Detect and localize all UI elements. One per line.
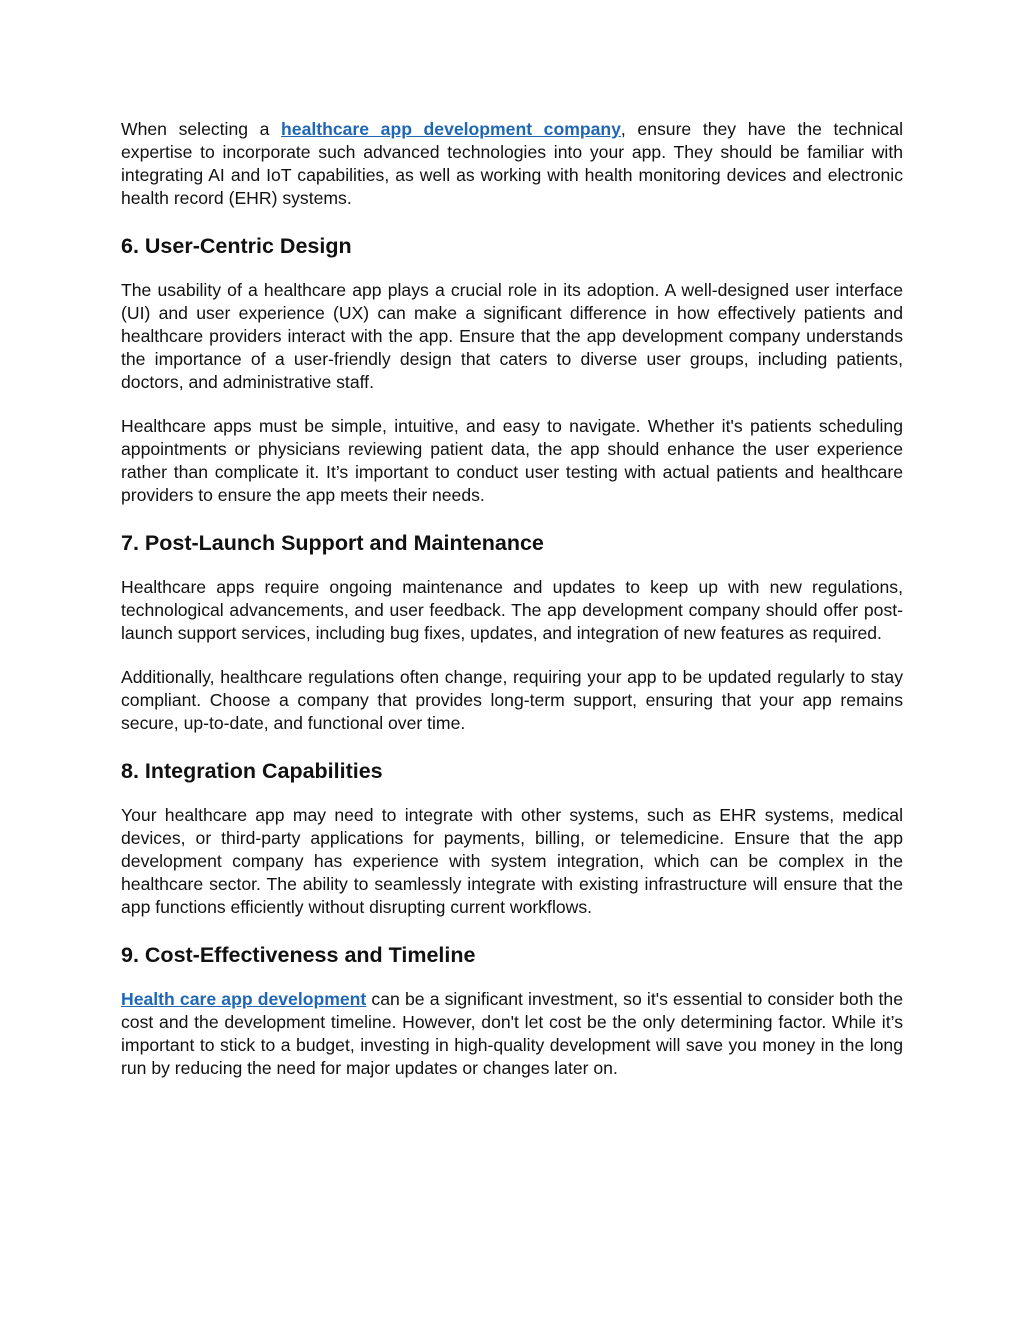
intro-text-before-link: When selecting a (121, 119, 282, 139)
document-page (121, 118, 903, 1101)
user-centric-paragraph-1: The usability of a healthcare app plays a crucial role in its adoption. A well-designed user interface (UI) and user experience (UX) can make a significant difference in how effectively patients and healthcare providers interact with the app. Ensure that the app development company understands the importance of a user-friendly design that caters to diverse user groups, including patients, doctors, and administrative staff. (121, 280, 903, 392)
heading-user-centric-design: 6. User-Centric Design (121, 234, 352, 258)
cost-effectiveness-text-after-link: can be a significant investment, so it's essential to consider both the cost and the development timeline. However, don't let cost be the only determining factor. While it’s important to stick to a budget, investing in high-quality development will save you money in the long run by reducing the need for major updates or changes later on. (121, 989, 903, 1078)
heading-cost-effectiveness: 9. Cost-Effectiveness and Timeline (121, 943, 476, 967)
healthcare-app-development-company-link[interactable]: healthcare app development company (281, 119, 621, 139)
health-care-app-development-link[interactable]: Health care app development (121, 989, 367, 1009)
integration-paragraph-1: Your healthcare app may need to integrate with other systems, such as EHR systems, medical devices, or third-party applications for payments, billing, or telemedicine. Ensure that the app development company has experience with system integration, which can be complex in the healthcare sector. The ability to seamlessly integrate with existing infrastructure will ensure that the app functions efficiently without disrupting current workflows. (121, 805, 903, 917)
heading-integration-capabilities: 8. Integration Capabilities (121, 759, 383, 783)
user-centric-paragraph-2: Healthcare apps must be simple, intuitive, and easy to navigate. Whether it's patients scheduling appointments or physicians reviewing patient data, the app should enhance the user experience rather than complicate it. It’s important to conduct user testing with actual patients and healthcare providers to ensure the app meets their needs. (121, 416, 903, 505)
cost-effectiveness-paragraph (121, 988, 903, 1080)
post-launch-paragraph-1: Healthcare apps require ongoing maintenance and updates to keep up with new regulations, technological advancements, and user feedback. The app development company should offer post-launch support services, including bug fixes, updates, and integration of new features as required. (121, 577, 903, 643)
post-launch-paragraph-2: Additionally, healthcare regulations often change, requiring your app to be updated regularly to stay compliant. Choose a company that provides long-term support, ensuring that your app remains secure, up-to-date, and functional over time. (121, 667, 903, 733)
intro-text-after-link: , ensure they have the technical expertise to incorporate such advanced technologies into your app. They should be familiar with integrating AI and IoT capabilities, as well as working with health monitoring devices and electronic health record (EHR) systems. (121, 119, 903, 208)
heading-post-launch-support: 7. Post-Launch Support and Maintenance (121, 531, 544, 555)
intro-paragraph (121, 118, 903, 210)
